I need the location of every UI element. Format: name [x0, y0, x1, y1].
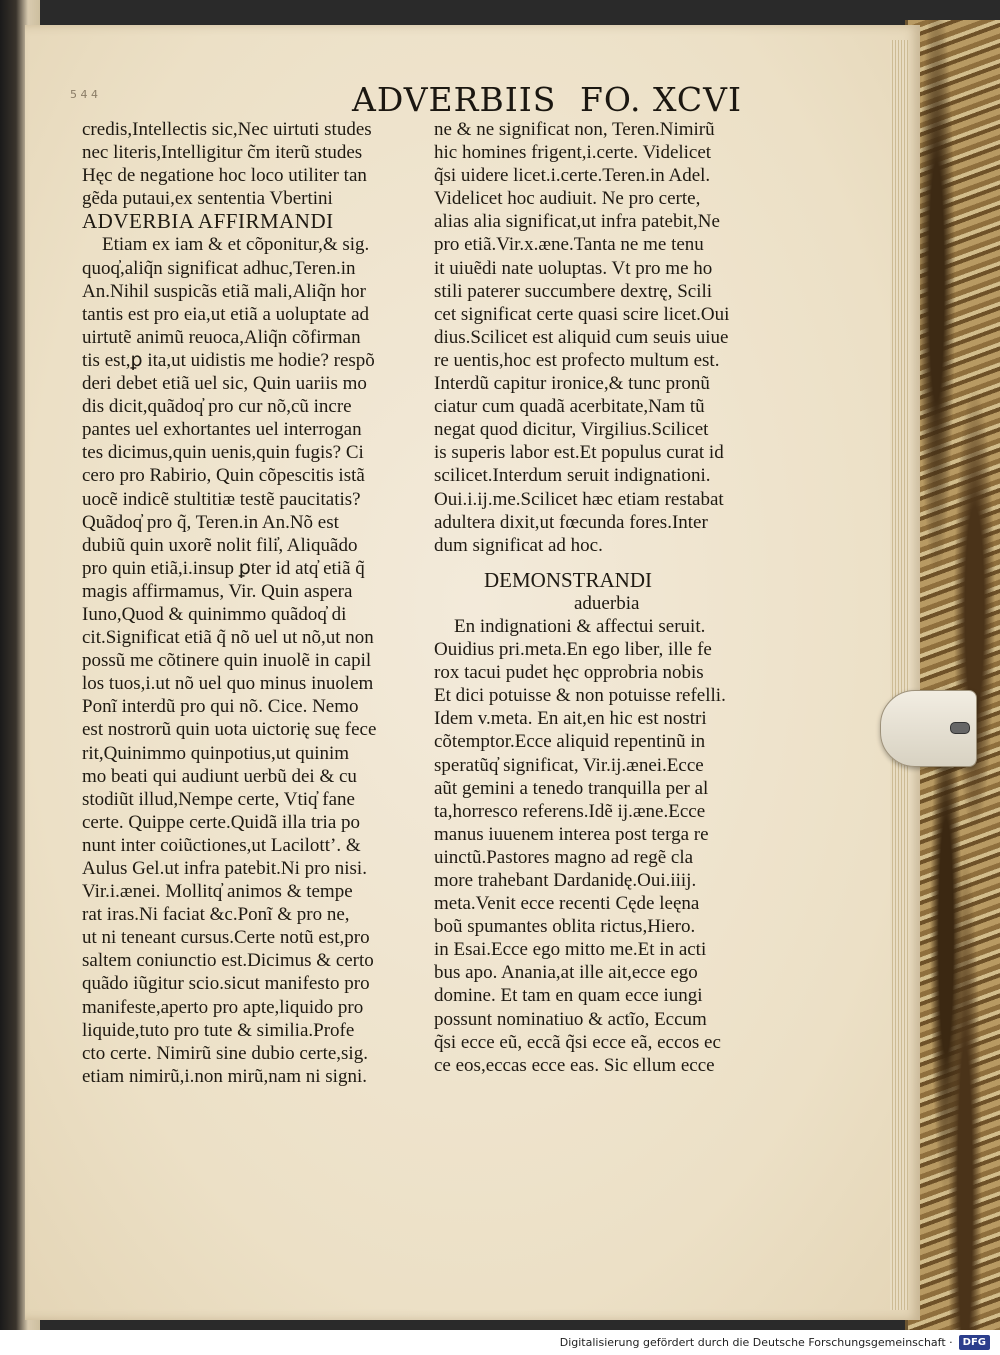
text-line: deri debet etiã uel sic, Quin uariis mo — [82, 373, 367, 395]
text-line: adultera dixit,ut fœcunda fores.Inter — [434, 511, 708, 533]
text-line: uinctũ.Pastores magno ad regẽ cla — [434, 846, 694, 868]
text-line: bus apo. Anania,at ille ait,ecce ego — [434, 962, 698, 984]
running-header — [352, 80, 742, 119]
text-line: q̃si uidere licet.i.certe.Teren.in Adel. — [434, 165, 711, 187]
text-line: negat quod dicitur, Virgilius.Scilicet — [434, 419, 709, 441]
text-line: est nostrorũ quin uota uictorię suę fece — [82, 719, 377, 741]
text-line: mo beati qui audiunt uerbũ dei & cu — [82, 765, 357, 787]
text-line: possunt nominatiuo & actĩo, Eccum — [434, 1008, 707, 1030]
text-line: cto certe. Nimirũ sine dubio certe,sig. — [82, 1042, 368, 1064]
text-line: pro quin etiã,i.insup ꝑter id atq̓ etiã q̃ — [82, 557, 365, 579]
text-line: uirtutẽ animũ reuoca,Aliq̃n cõfirman — [82, 326, 361, 348]
text-line: cit.Significat etiã q̃ nõ uel ut nõ,ut non — [82, 627, 374, 649]
text-line: manus iuuenem interea post terga re — [434, 823, 709, 845]
text-line: tis est,ꝑ ita,ut uidistis me hodie? respõ — [82, 349, 375, 371]
text-line: Videlicet hoc audiuit. Ne pro certe, — [434, 188, 701, 210]
text-line: alias alia significat,ut infra patebit,Ne — [434, 211, 720, 233]
text-line: saltem coniunctio est.Dicimus & certo — [82, 950, 374, 972]
clasp-pin — [950, 722, 970, 734]
text-line: q̃si ecce eũ, eccã q̃si ecce eã, eccos ec — [434, 1031, 721, 1053]
text-line: Vir.i.ænei. Mollitq̓ animos & tempe — [82, 881, 353, 903]
text-line: uocẽ indicẽ stultitiæ testẽ paucitatis? — [82, 488, 361, 510]
text-line: Ponĩ interdũ pro qui nõ. Cice. Nemo — [82, 696, 359, 718]
signature-mark: 5 4 4 — [70, 88, 98, 101]
page-edges — [890, 40, 908, 1310]
text-line: etiam nimirũ,i.non mirũ,nam ni signi. — [82, 1065, 367, 1087]
left-text-column — [82, 118, 417, 1088]
dfg-logo: DFG — [959, 1335, 990, 1350]
text-line: Iuno,Quod & quinimmo quãdoq̓ di — [82, 603, 347, 625]
text-line: Etiam ex iam & et cõponitur,& sig. — [102, 234, 370, 256]
text-line: Idem v.meta. En ait,en hic est nostri — [434, 708, 707, 730]
text-line: gẽda putaui,ex sententia Vbertini — [82, 188, 333, 210]
text-line: re uentis,hoc est profecto multum est. — [434, 349, 720, 371]
text-line: liquide,tuto pro tute & similia.Profe — [82, 1019, 355, 1041]
text-line: scilicet.Interdum seruit indignationi. — [434, 465, 711, 487]
text-line: credis,Intellectis sic,Nec uirtuti studes — [82, 119, 372, 140]
text-line: Hęc de negatione hoc loco utiliter tan — [82, 165, 367, 187]
funding-credit: Digitalisierung gefördert durch die Deutsche Forschungsgemeinschaft · — [559, 1336, 953, 1349]
text-line: ut ni teneant cursus.Certe notũ est,pro — [82, 927, 370, 949]
text-line: possũ me cõtinere quin inuolẽ in capil — [82, 650, 372, 672]
text-line: dubiũ quin uxorẽ nolit fili̓, Aliquãdo — [82, 534, 358, 556]
text-line: speratũq̓ significat, Vir.ij.ænei.Ecce — [434, 754, 704, 776]
text-line: tantis est pro eia,ut etiã a uoluptate ad — [82, 303, 370, 325]
text-line: hic homines frigent,i.certe. Videlicet — [434, 142, 712, 164]
text-line: in Esai.Ecce ego mitto me.Et in acti — [434, 939, 707, 961]
text-line: Oui.i.ij.me.Scilicet hæc etiam restabat — [434, 488, 724, 510]
text-line: Ouidius pri.meta.En ego liber, ille fe — [434, 639, 712, 661]
text-line: An.Nihil suspicãs etiã mali,Aliq̃n hor — [82, 280, 366, 302]
text-line: ta,horresco referens.Idẽ ij.æne.Ecce — [434, 800, 706, 822]
text-line: ciatur cum quadã acerbitate,Nam tũ — [434, 396, 705, 418]
right-text-column — [434, 118, 764, 1077]
text-line: more trahebant Dardanidę.Oui.iiij. — [434, 870, 697, 891]
text-line: Quãdoq̓ pro q̃, Teren.in An.Nõ est — [82, 511, 339, 533]
text-line: nunt inter coiũctiones,ut Lacilott’. & — [82, 834, 361, 856]
text-line: dius.Scilicet est aliquid cum seuis uiue — [434, 326, 729, 348]
text-line: stodiũt illud,Nempe certe, Vtiq̓ fane — [82, 788, 355, 810]
text-line: Et dici potuisse & non potuisse refelli. — [434, 685, 726, 707]
text-line: tes dicimus,quin uenis,quin fugis? Ci — [82, 442, 364, 464]
text-line: magis affirmamus, Vir. Quin aspera — [82, 580, 353, 602]
text-line: rit,Quinimmo quinpotius,ut quinim — [82, 742, 350, 764]
text-line: rat iras.Ni faciat &c.Ponĩ & pro ne, — [82, 904, 350, 926]
text-line: aduerbia — [574, 592, 640, 614]
text-line: dum significat ad hoc. — [434, 534, 603, 556]
text-line: ce eos,eccas ecce eas. Sic ellum ecce — [434, 1054, 715, 1076]
text-line: cõtemptor.Ecce aliquid repentinũ in — [434, 731, 706, 753]
text-line: cero pro Rabirio, Quin cõpescitis istã — [82, 465, 365, 487]
text-line: meta.Venit ecce recenti Cęde leęna — [434, 893, 700, 915]
text-line: Interdũ capitur ironice,& tunc pronũ — [434, 373, 710, 395]
text-line: quãdo iũgitur scio.sicut manifesto pro — [82, 973, 370, 995]
text-line: stili paterer succumbere dextrę, Scili — [434, 280, 713, 302]
text-line: pro etiã.Vir.x.æne.Tanta ne me tenu — [434, 234, 704, 256]
folio-number: FO. XCVI — [579, 80, 742, 119]
text-line: it uiuẽdi nate uoluptas. Vt pro me ho — [434, 257, 713, 279]
text-line: ne & ne significat non, Teren.Nimirũ — [434, 119, 715, 140]
text-line: certe. Quippe certe.Quidã illa tria po — [82, 811, 361, 833]
text-line: dis dicit,quãdoq̓ pro cur nõ,cũ incre — [82, 396, 352, 418]
text-line: aũt gemini a tenedo tranquilla per al — [434, 777, 709, 799]
text-line: domine. Et tam en quam ecce iungi — [434, 985, 703, 1007]
column-gap — [434, 557, 764, 569]
text-line: Aulus Gel.ut infra patebit.Ni pro nisi. — [82, 858, 367, 879]
text-line: quoq̓,aliq̃n significat adhuc,Teren.in — [82, 257, 356, 279]
text-line: pantes uel exhortantes uel interrogan — [82, 419, 362, 441]
text-line: is superis labor est.Et populus curat id — [434, 442, 724, 464]
text-line: boũ spumantes oblita rictus,Hiero. — [434, 916, 696, 938]
text-line: rox tacui pudet hęc opprobria nobis — [434, 662, 704, 684]
text-line: manifeste,aperto pro apte,liquido pro — [82, 996, 364, 1018]
text-line: nec literis,Intelligitur c̃m iterũ studes — [82, 142, 363, 164]
text-line: cet significat certe quasi scire licet.Oui — [434, 303, 730, 325]
text-line: En indignationi & affectui seruit. — [454, 615, 706, 637]
running-title: ADVERBIIS — [352, 80, 557, 119]
section-heading: ADVERBIA AFFIRMANDI — [82, 210, 334, 234]
digitization-footer — [0, 1330, 1000, 1355]
text-line: los tuos,i.ut nõ uel quo minus inuolem — [82, 673, 374, 695]
section-heading: DEMONSTRANDI — [484, 568, 652, 592]
